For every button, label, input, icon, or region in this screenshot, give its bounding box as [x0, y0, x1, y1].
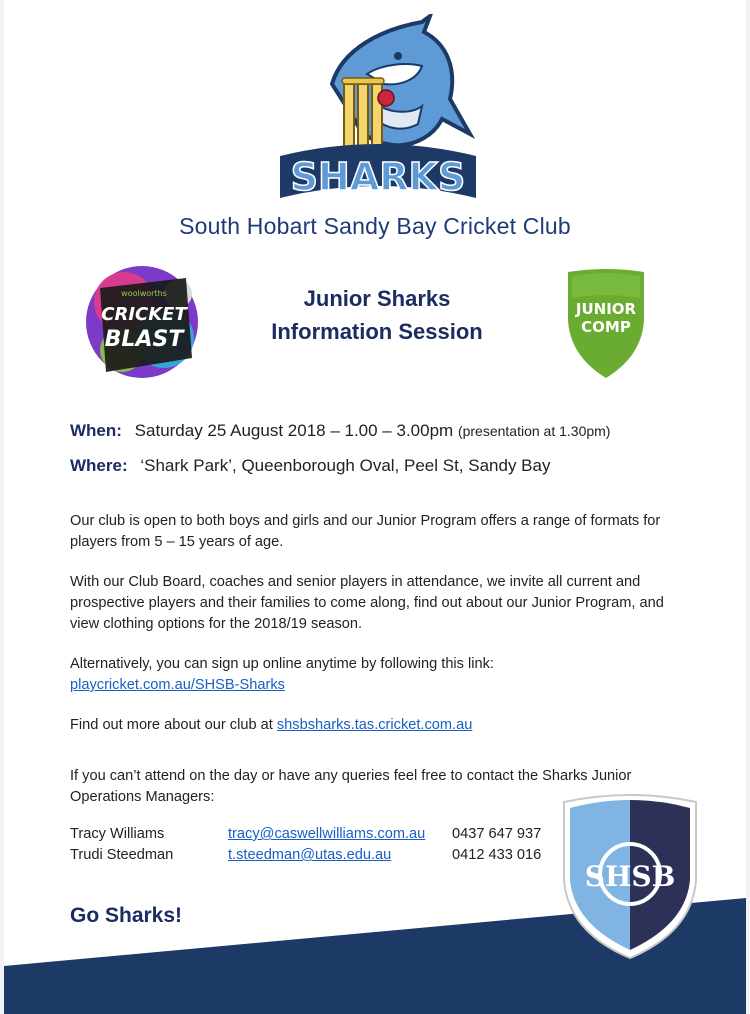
- junior-text: JUNIOR: [575, 300, 637, 318]
- blast-text: BLAST: [104, 327, 184, 352]
- woolworths-text: woolworths: [121, 289, 167, 298]
- contact-email-link[interactable]: t.steedman@utas.edu.au: [228, 847, 392, 863]
- sharks-logo-text: SHARKS: [290, 155, 466, 199]
- when-note: (presentation at 1.30pm): [457, 423, 611, 439]
- where-row: [70, 456, 550, 476]
- session-title-line1: Junior Sharks: [303, 286, 451, 311]
- sharks-logo: [272, 14, 484, 204]
- paragraph-program: Our club is open to both boys and girls and our Junior Program offers a range of formats for players from 5 – 15 years of age.: [70, 513, 661, 550]
- contact-phone: 0412 433 016: [452, 847, 542, 863]
- paragraph-contact: If you can’t attend on the day or have any queries feel free to contact the Sharks Junior Operations Managers:: [70, 768, 632, 805]
- crest-monogram: SHSB: [584, 860, 676, 893]
- when-row: [70, 421, 610, 441]
- paragraph-find-out: [70, 715, 690, 736]
- cricket-blast-logo: [82, 258, 204, 384]
- comp-text: COMP: [581, 318, 631, 336]
- find-out-text: Find out more about our club at: [70, 717, 273, 733]
- cricket-text: CRICKET: [101, 304, 187, 325]
- contact-email-link[interactable]: tracy@caswellwilliams.com.au: [228, 826, 426, 842]
- contact-name: Trudi Steedman: [70, 847, 174, 863]
- where-value: ‘Shark Park’, Queenborough Oval, Peel St, Sandy Bay: [140, 456, 551, 475]
- where-label: Where:: [70, 456, 128, 475]
- session-title: [216, 282, 538, 348]
- contact-phone: 0437 647 937: [452, 826, 542, 842]
- signup-link[interactable]: playcricket.com.au/SHSB-Sharks: [70, 677, 285, 693]
- club-website-link[interactable]: shsbsharks.tas.cricket.com.au: [276, 717, 473, 733]
- paragraph-invite: With our Club Board, coaches and senior players in attendance, we invite all current and prospective players and their families to come along, find out about our Junior Program, and view clothing options for the 2018/19 season.: [70, 574, 664, 632]
- signup-text: Alternatively, you can sign up online anytime by following this link:: [70, 656, 494, 672]
- flyer-page: [4, 0, 746, 1014]
- when-value: Saturday 25 August 2018 – 1.00 – 3.00pm: [134, 421, 454, 440]
- junior-comp-logo: [562, 268, 650, 380]
- shsb-crest: [560, 792, 700, 962]
- go-sharks-text: Go Sharks!: [70, 904, 183, 927]
- session-title-line2: Information Session: [271, 319, 483, 344]
- when-label: When:: [70, 421, 122, 440]
- paragraph-signup: [70, 654, 690, 696]
- contact-name: Tracy Williams: [70, 826, 165, 842]
- club-title: South Hobart Sandy Bay Cricket Club: [179, 213, 571, 239]
